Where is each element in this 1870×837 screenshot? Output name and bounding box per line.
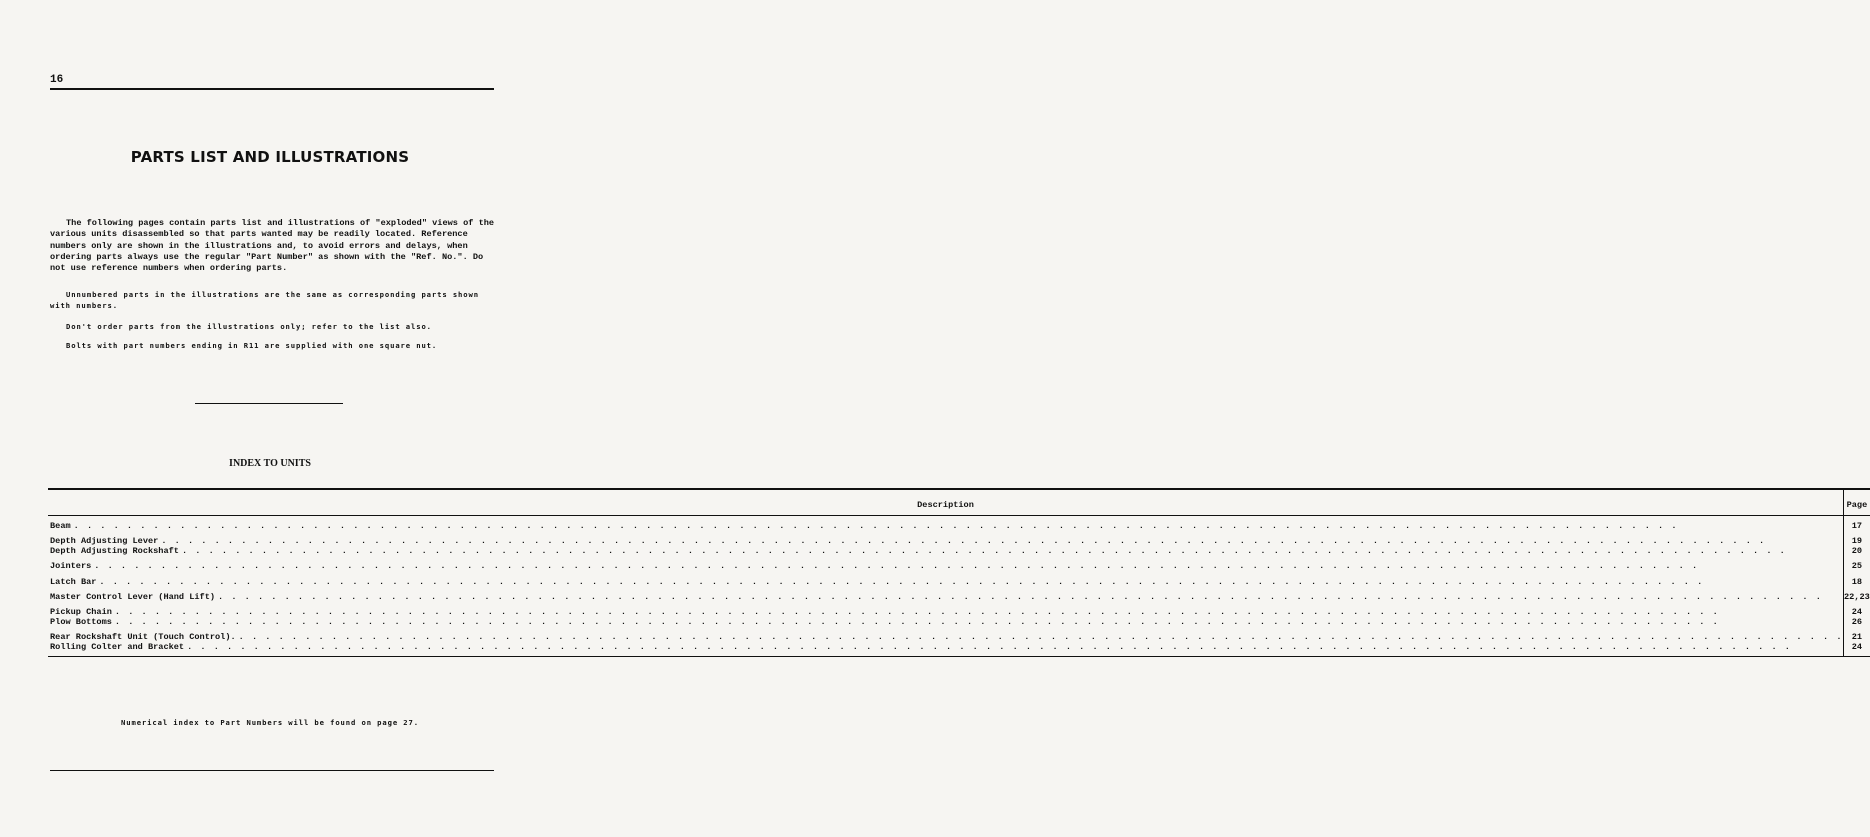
- unit-page: 24: [1851, 641, 1863, 652]
- unit-page: 18: [1851, 576, 1863, 587]
- unit-label: Depth Adjusting Lever: [50, 536, 159, 547]
- unit-label: Pickup Chain: [50, 607, 112, 618]
- dot-leader: [115, 618, 1843, 627]
- intro-paragraph: The following pages contain parts list and illustrations of "exploded" views of the various units disassembled so that parts wanted may be readily located. Reference numbers only are shown in the illustrations and, to avoid errors and delays, when ordering parts always use the regular "Part Number" as shown with the "Ref. No.". Do not use reference numbers when ordering parts.: [50, 218, 495, 274]
- unit-description-cell: [48, 627, 1844, 656]
- unit-entry: [50, 547, 1843, 556]
- unit-page-cell: [1844, 602, 1870, 627]
- unit-entry: [50, 522, 1843, 531]
- unit-label: Rolling Colter and Bracket: [50, 641, 185, 652]
- dot-leader: [218, 593, 1843, 602]
- unit-label: Beam: [50, 521, 71, 531]
- unit-page: 22,23: [1844, 592, 1870, 603]
- dot-leader: [74, 522, 1843, 531]
- unit-page-cell: [1844, 587, 1870, 602]
- unit-page-cell: [1844, 627, 1870, 656]
- unit-entry: [50, 562, 1843, 571]
- index-table: [48, 488, 1870, 657]
- page-number: 16: [50, 74, 64, 86]
- unit-label: Jointers: [50, 561, 92, 572]
- page-title: PARTS LIST AND ILLUSTRATIONS: [130, 148, 410, 166]
- table-row: [48, 627, 1870, 656]
- unit-description-cell: [48, 602, 1844, 627]
- table-row: [48, 531, 1870, 556]
- unit-description-cell: [48, 572, 1844, 587]
- index-title: INDEX TO UNITS: [229, 458, 311, 469]
- note-unnumbered-parts: Unnumbered parts in the illustrations are the same as corresponding parts shown with numbers.: [50, 290, 479, 310]
- unit-page-cell: [1844, 556, 1870, 571]
- page-header: Page: [1844, 489, 1870, 516]
- unit-entry: [50, 593, 1843, 602]
- unit-page: 25: [1851, 561, 1863, 572]
- unit-entry: [50, 643, 1843, 652]
- dot-leader: [99, 578, 1843, 587]
- unit-description-cell: [48, 556, 1844, 571]
- unit-label: Rear Rockshaft Unit (Touch Control).: [50, 632, 236, 643]
- unit-page-cell: [1844, 531, 1870, 556]
- dot-leader: [94, 562, 1843, 571]
- table-row: [48, 516, 1870, 532]
- table-header-row: [48, 489, 1870, 516]
- table-row: [48, 602, 1870, 627]
- table-row: [48, 572, 1870, 587]
- note-bolts: Bolts with part numbers ending in R11 are supplied with one square nut.: [66, 341, 438, 350]
- unit-entry: [50, 618, 1843, 627]
- note-order-parts: Don't order parts from the illustrations only; refer to the list also.: [66, 322, 432, 331]
- dot-leader: [182, 547, 1843, 556]
- unit-description-cell: [48, 516, 1844, 532]
- dot-leader: [187, 643, 1843, 652]
- unit-page: 24: [1851, 607, 1863, 618]
- unit-label: Latch Bar: [50, 576, 97, 587]
- unit-label: Depth Adjusting Rockshaft: [50, 545, 179, 556]
- unit-page: 21: [1851, 632, 1863, 643]
- description-header: Description: [48, 489, 1844, 516]
- table-row: [48, 556, 1870, 571]
- unit-page: 19: [1851, 536, 1863, 547]
- unit-page: 17: [1851, 521, 1863, 531]
- unit-page-cell: [1844, 516, 1870, 532]
- unit-label: Plow Bottoms: [50, 616, 112, 627]
- unit-page-cell: [1844, 572, 1870, 587]
- unit-page: 26: [1851, 616, 1863, 627]
- numerical-index-note: Numerical index to Part Numbers will be found on page 27.: [121, 718, 419, 727]
- index-table-body: [48, 516, 1870, 657]
- unit-entry: [50, 578, 1843, 587]
- middle-rule: [195, 403, 343, 404]
- unit-description-cell: [48, 531, 1844, 556]
- unit-page: 20: [1851, 545, 1863, 556]
- table-row: [48, 587, 1870, 602]
- bottom-rule: [50, 770, 494, 771]
- unit-label: Master Control Lever (Hand Lift): [50, 592, 216, 603]
- unit-description-cell: [48, 587, 1844, 602]
- top-rule: [50, 88, 494, 90]
